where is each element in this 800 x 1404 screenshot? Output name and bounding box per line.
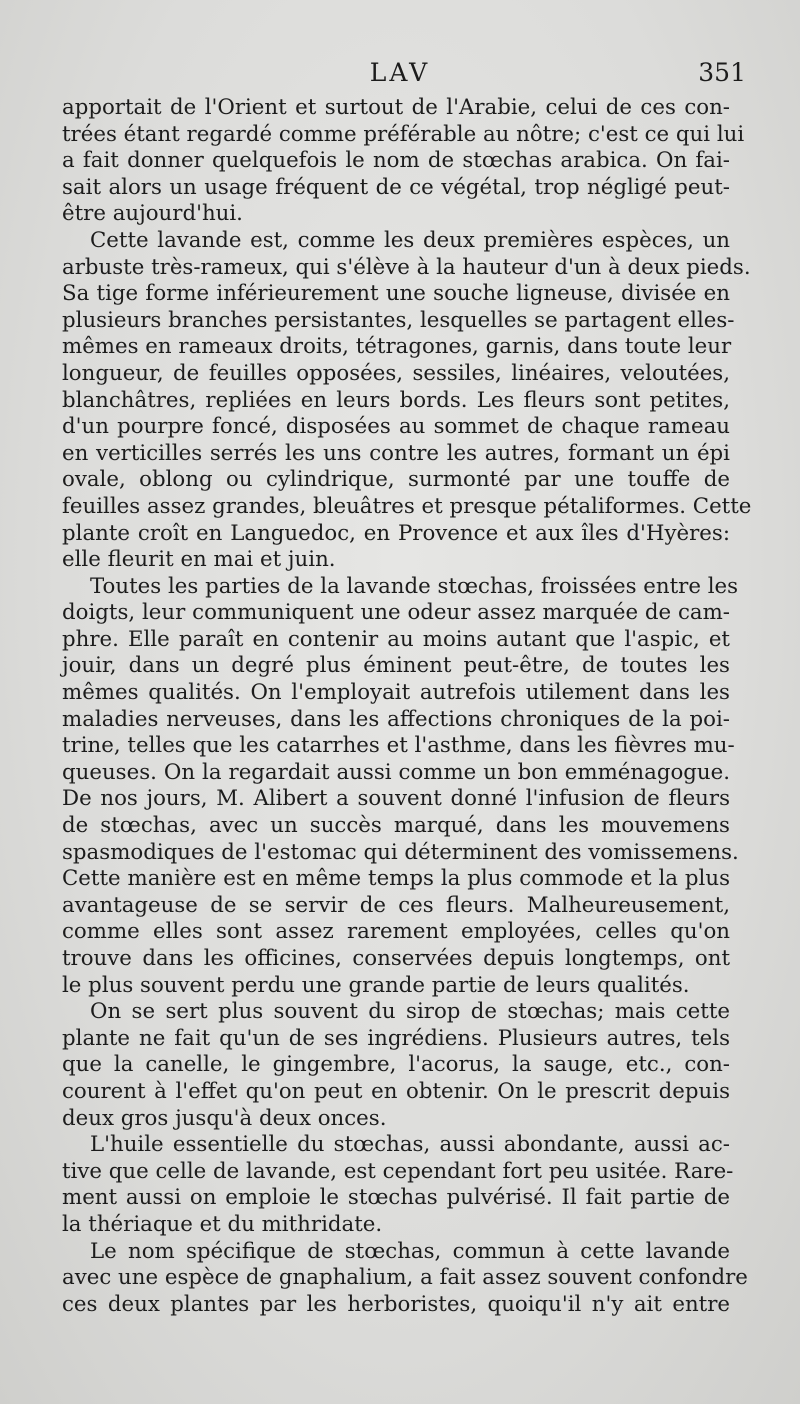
text-line: spasmodiques de l'estomac qui déterminent des vomissemens.	[62, 839, 739, 865]
text-line: en verticilles serrés les uns contre les autres, formant un épi	[62, 440, 730, 466]
text-line: trouve dans les officines, conservées depuis longtemps, ont	[62, 946, 730, 971]
text-line: trine, telles que les catarrhes et l'asthme, dans les fièvres mu-	[62, 733, 735, 759]
text-line: phre. Elle paraît en contenir au moins autant que l'aspic, et	[62, 626, 730, 652]
text-line: Cette manière est en même temps la plus commode et la plus	[62, 866, 730, 892]
text-line: le plus souvent perdu une grande partie de leurs qualités.	[62, 972, 690, 998]
text-line: comme elles sont assez rarement employées, celles qu'on	[62, 919, 730, 945]
text-line: sait alors un usage fréquent de ce végétal, trop négligé peut-	[62, 174, 730, 200]
page-number: 351	[698, 58, 746, 87]
text-line: avec une espèce de gnaphalium, a fait assez souvent confondre	[62, 1265, 748, 1291]
text-line: mêmes en rameaux droits, tétragones, garnis, dans toute leur	[62, 334, 732, 360]
text-line: longueur, de feuilles opposées, sessiles, linéaires, veloutées,	[62, 360, 730, 386]
text-line: tive que celle de lavande, est cependant fort peu usitée. Rare-	[62, 1158, 734, 1184]
text-line: la thériaque et du mithridate.	[62, 1211, 383, 1237]
text-line: apportait de l'Orient et surtout de l'Arabie, celui de ces con-	[62, 95, 730, 120]
text-line: plante ne fait qu'un de ses ingrédiens. Plusieurs autres, tels	[62, 1025, 730, 1051]
text-line: avantageuse de se servir de ces fleurs. Malheureusement,	[62, 892, 730, 918]
text-line: plante croît en Languedoc, en Provence et aux îles d'Hyères:	[62, 520, 730, 546]
text-line: plusieurs branches persistantes, lesquelles se partagent elles-	[62, 307, 735, 333]
text-line: être aujourd'hui.	[62, 201, 243, 227]
text-line: Sa tige forme inférieurement une souche ligneuse, divisée en	[62, 281, 730, 307]
text-line: feuilles assez grandes, bleuâtres et presque pétaliformes. Cette	[62, 493, 752, 519]
text-line: ovale, oblong ou cylindrique, surmonté par une touffe de	[62, 467, 730, 493]
running-header	[60, 58, 746, 92]
text-line: a fait donner quelquefois le nom de stœchas arabica. On fai-	[62, 148, 730, 174]
text-line: Toutes les parties de la lavande stœchas, froissées entre les	[90, 573, 739, 599]
text-line: mêmes qualités. On l'employait autrefois utilement dans les	[62, 680, 730, 706]
text-line: courent à l'effet qu'on peut en obtenir. On le prescrit depuis	[62, 1078, 730, 1104]
text-line: ment aussi on emploie le stœchas pulvérisé. Il fait partie de	[62, 1185, 730, 1211]
text-line: de stœchas, avec un succès marqué, dans les mouvemens	[62, 813, 730, 839]
text-line: elle fleurit en mai et juin.	[62, 547, 336, 573]
text-line: blanchâtres, repliées en leurs bords. Les fleurs sont petites,	[62, 387, 730, 413]
text-line: Cette lavande est, comme les deux premières espèces, un	[90, 227, 730, 253]
body-text	[62, 95, 752, 1318]
text-line: De nos jours, M. Alibert a souvent donné l'infusion de fleurs	[62, 786, 730, 812]
text-line: queuses. On la regardait aussi comme un bon emménagogue.	[62, 759, 730, 785]
text-line: jouir, dans un degré plus éminent peut-être, de toutes les	[62, 653, 730, 679]
text-line: Le nom spécifique de stœchas, commun à cette lavande	[90, 1238, 730, 1264]
text-line: maladies nerveuses, dans les affections chroniques de la poi-	[62, 706, 730, 732]
text-line: On se sert plus souvent du sirop de stœchas; mais cette	[90, 999, 730, 1025]
text-line: doigts, leur communiquent une odeur assez marquée de cam-	[62, 600, 730, 626]
text-line: arbuste très-rameux, qui s'élève à la hauteur d'un à deux pieds.	[62, 254, 751, 280]
text-line: deux gros jusqu'à deux onces.	[62, 1105, 387, 1131]
text-line: que la canelle, le gingembre, l'acorus, la sauge, etc., con-	[62, 1052, 730, 1078]
text-line: d'un pourpre foncé, disposées au sommet de chaque rameau	[62, 414, 730, 440]
text-line: ces deux plantes par les herboristes, quoiqu'il n'y ait entre	[62, 1291, 730, 1317]
running-head-title: LAV	[369, 58, 431, 87]
text-line: trées étant regardé comme préférable au nôtre; c'est ce qui lui	[62, 121, 745, 147]
text-line: L'huile essentielle du stœchas, aussi abondante, aussi ac-	[90, 1132, 730, 1158]
